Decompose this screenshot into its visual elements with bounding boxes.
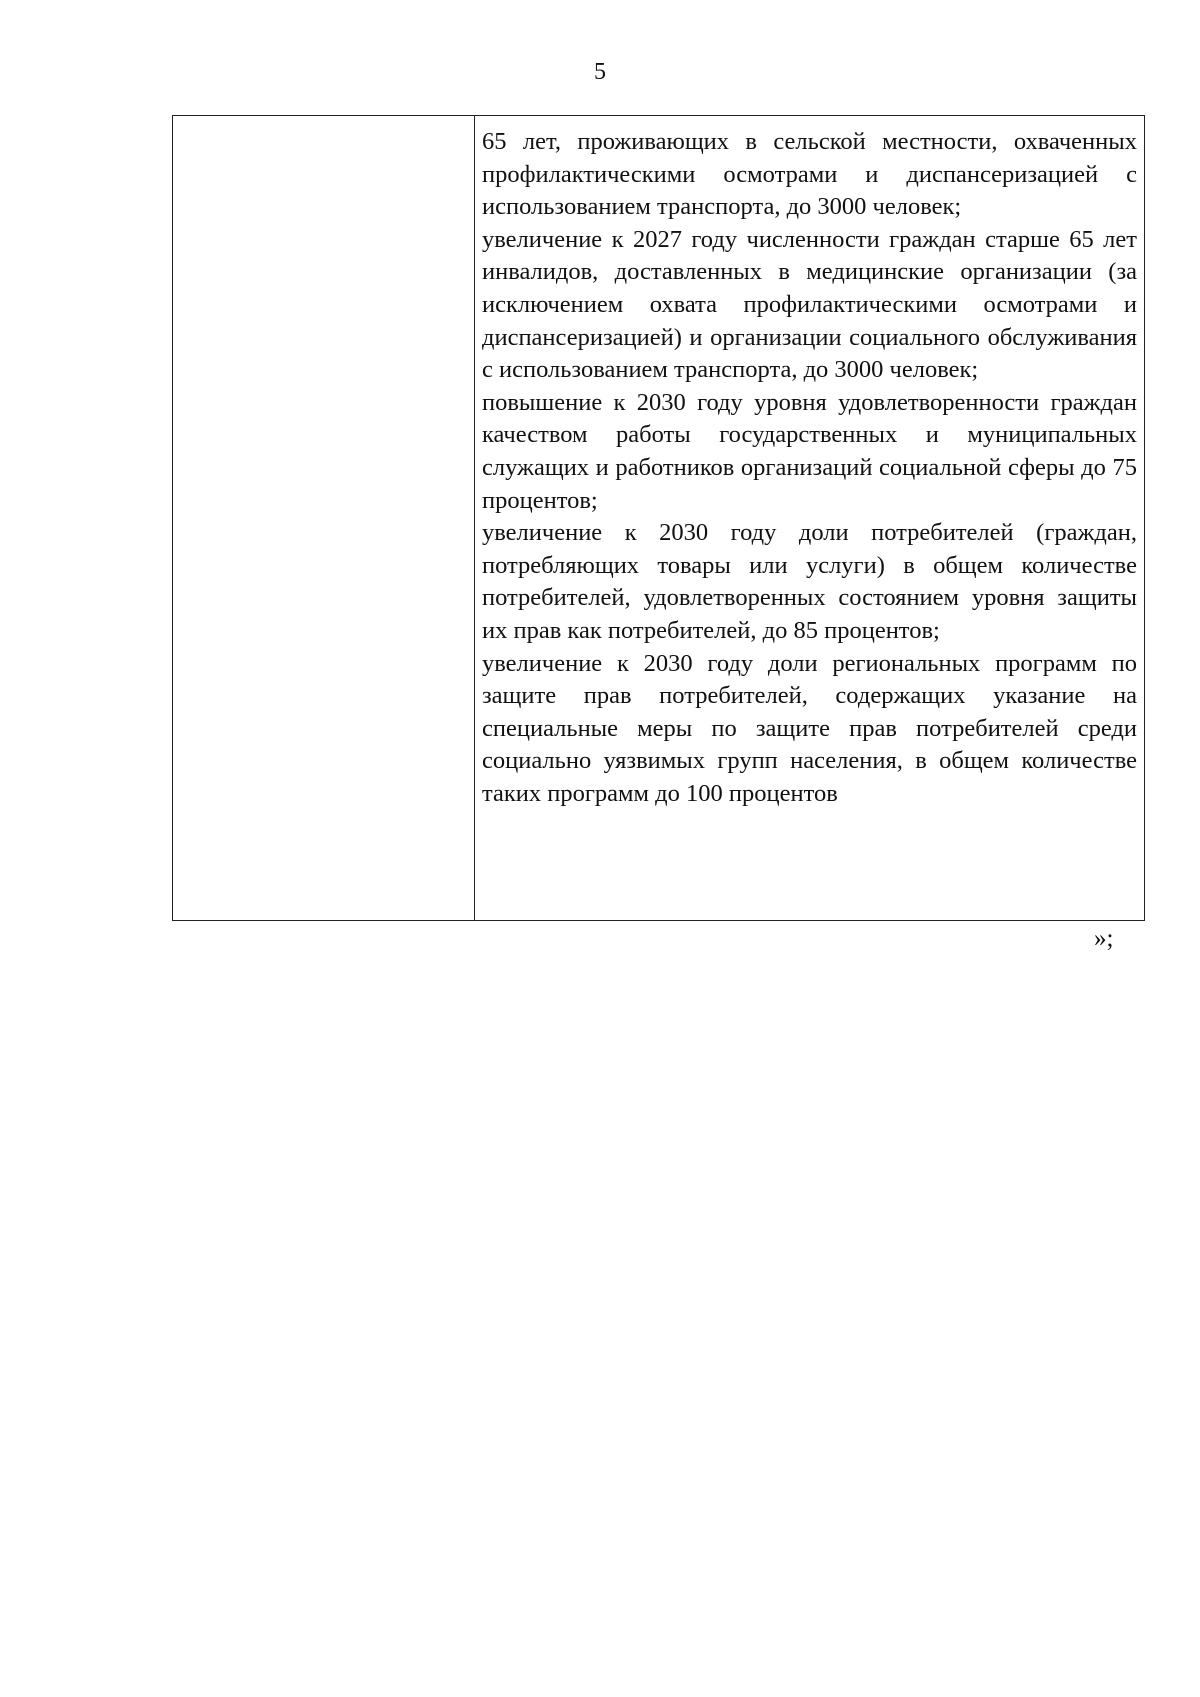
cell-text [475, 116, 1144, 816]
page-number: 5 [594, 59, 606, 85]
table-row [173, 116, 1145, 921]
paragraph: 65 лет, проживающих в сельской местности, охваченных профилактическими осмотрами и диспансеризацией с использованием транспорта, до 3000 человек; [482, 128, 1137, 221]
paragraph: повышение к 2030 году уровня удовлетворенности граждан качеством работы государственных и муниципальных служащих и работников организаций социальной сферы до 75 процентов; [482, 388, 1137, 514]
table-cell-right [475, 116, 1145, 921]
paragraph: увеличение к 2030 году доли региональных программ по защите прав потребителей, содержащих указание на специальные меры по защите прав потребителей среди социально уязвимых групп населения, в общем количестве таких программ до 100 процентов [482, 649, 1137, 807]
paragraph: увеличение к 2027 году численности граждан старше 65 лет инвалидов, доставленных в медицинские организации (за исключением охвата профилактическими осмотрами и диспансеризацией) и организации социального обслуживания с использованием транспорта, до 3000 человек; [482, 225, 1137, 384]
table-cell-left [173, 116, 475, 921]
closing-quote-mark: »; [1094, 925, 1114, 952]
document-table [172, 115, 1145, 921]
paragraph: увеличение к 2030 году доли потребителей (граждан, потребляющих товары или услуги) в общем количестве потребителей, удовлетворенных состоянием уровня защиты их прав как потребителей, до 85 процентов; [482, 519, 1137, 644]
